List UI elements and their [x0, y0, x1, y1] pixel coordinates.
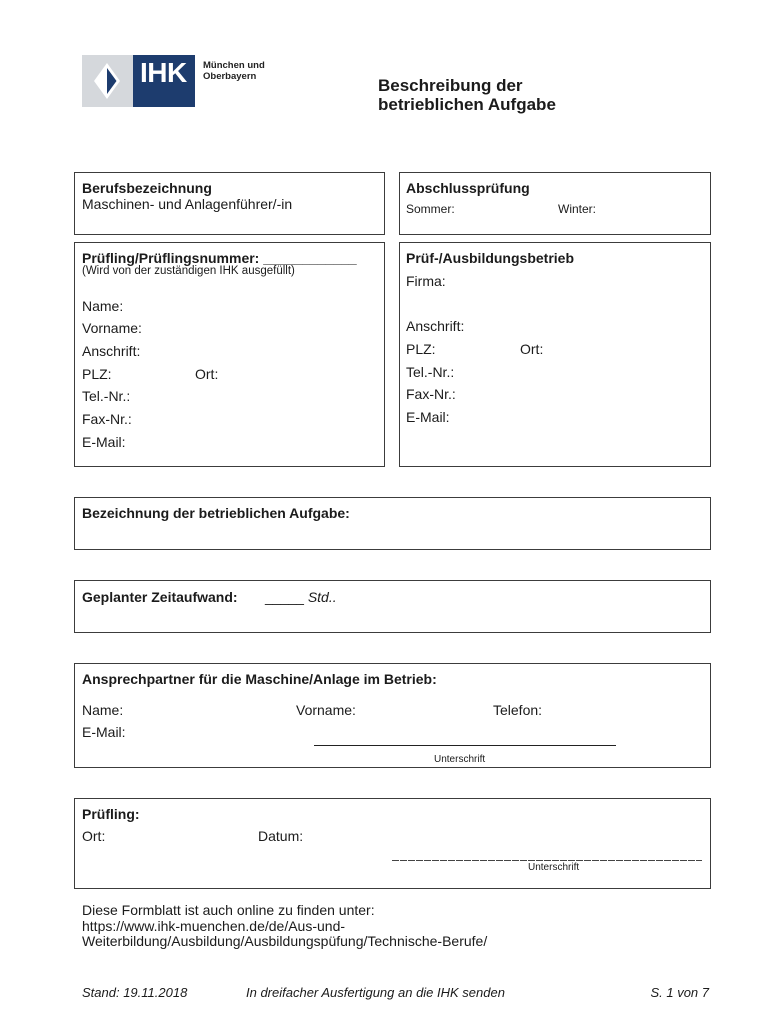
pruefling-vorname-label: Vorname: [82, 320, 142, 336]
ansprechpartner-heading: Ansprechpartner für die Maschine/Anlage im Betrieb: [82, 671, 437, 687]
betrieb-anschrift-label: Anschrift: [406, 318, 465, 334]
ausbildungsbetrieb-box [399, 242, 711, 467]
ansprechpartner-signature-line [314, 745, 616, 746]
betrieb-email-label: E-Mail: [406, 409, 450, 425]
logo-wordmark-block [133, 55, 195, 107]
betrieb-firma-label: Firma: [406, 273, 446, 289]
pruefling-signature-line [392, 860, 702, 861]
pruefling-signature-box [74, 798, 711, 889]
ansprechpartner-signature-label: Unterschrift [434, 754, 486, 765]
zeitaufwand-heading: Geplanter Zeitaufwand: [82, 589, 238, 605]
footer-note: In dreifacher Ausfertigung an die IHK senden [246, 985, 505, 1000]
abschlusspruefung-box [399, 172, 711, 235]
online-info-url-line2: Weiterbildung/Ausbildung/Ausbildungspüfung/Technische-Berufe/ [82, 933, 488, 949]
logo-region-line2: Oberbayern [203, 70, 257, 82]
berufsbezeichnung-box [74, 172, 385, 235]
logo-mark [82, 55, 133, 107]
ansprechpartner-box [74, 663, 711, 768]
online-info-url-line1: https://www.ihk-muenchen.de/de/Aus-und- [82, 917, 346, 934]
page-title [378, 76, 556, 114]
ansprechpartner-name-label: Name: [82, 702, 124, 718]
logo-wordmark: IHK [140, 57, 187, 88]
ihk-logo [82, 55, 272, 107]
aufgabe-box [74, 497, 711, 550]
footer-page-number: S. 1 von 7 [650, 985, 709, 1000]
winter-label: Winter: [558, 202, 597, 216]
footer-stand: Stand: 19.11.2018 [82, 985, 188, 1000]
pruefling-note: (Wird von der zuständigen IHK ausgefüllt) [82, 265, 295, 277]
zeitaufwand-unit: Std.. [307, 589, 337, 605]
aufgabe-heading: Bezeichnung der betrieblichen Aufgabe: [82, 505, 350, 521]
page-title-line2: betrieblichen Aufgabe [378, 95, 556, 114]
logo-region [203, 61, 265, 82]
pruefling-signature-datum-label: Datum: [258, 828, 304, 844]
sommer-label: Sommer: [406, 202, 455, 216]
pruefling-heading: Prüfling/Prüflingsnummer: ____________ [82, 250, 357, 266]
pruefling-fax-label: Fax-Nr.: [82, 411, 132, 427]
online-info-line1: Diese Formblatt ist auch online zu finden unter: [82, 902, 375, 918]
berufsbezeichnung-value: Maschinen- und Anlagenführer/-in [82, 196, 293, 212]
ansprechpartner-telefon-label: Telefon: [493, 702, 543, 718]
logo-region-line1: München und [203, 60, 265, 71]
pruefling-name-label: Name: [82, 298, 124, 314]
pruefling-email-label: E-Mail: [82, 434, 126, 450]
betrieb-fax-label: Fax-Nr.: [406, 386, 456, 402]
pruefling-anschrift-label: Anschrift: [82, 343, 141, 359]
betrieb-tel-label: Tel.-Nr.: [406, 364, 455, 380]
berufsbezeichnung-heading: Berufsbezeichnung [82, 180, 212, 196]
zeitaufwand-blank: _____ [265, 589, 304, 605]
zeitaufwand-value [265, 589, 337, 605]
pruefling-tel-label: Tel.-Nr.: [82, 388, 131, 404]
zeitaufwand-box [74, 580, 711, 633]
betrieb-plz-label: PLZ: [406, 341, 436, 357]
ansprechpartner-vorname-label: Vorname: [296, 702, 356, 718]
pruefling-signature-heading: Prüfling: [82, 806, 140, 822]
ausbildungsbetrieb-heading: Prüf-/Ausbildungsbetrieb [406, 250, 574, 266]
ihk-diamond-icon [82, 55, 133, 107]
pruefling-signature-label: Unterschrift [528, 862, 580, 873]
page-title-line1: Beschreibung der [378, 76, 523, 95]
ansprechpartner-email-label: E-Mail: [82, 724, 126, 740]
pruefling-ort-label: Ort: [195, 366, 219, 382]
online-info [82, 903, 487, 950]
pruefling-box [74, 242, 385, 467]
betrieb-ort-label: Ort: [520, 341, 544, 357]
pruefling-signature-ort-label: Ort: [82, 828, 106, 844]
abschlusspruefung-heading: Abschlussprüfung [406, 180, 530, 196]
pruefling-plz-label: PLZ: [82, 366, 112, 382]
